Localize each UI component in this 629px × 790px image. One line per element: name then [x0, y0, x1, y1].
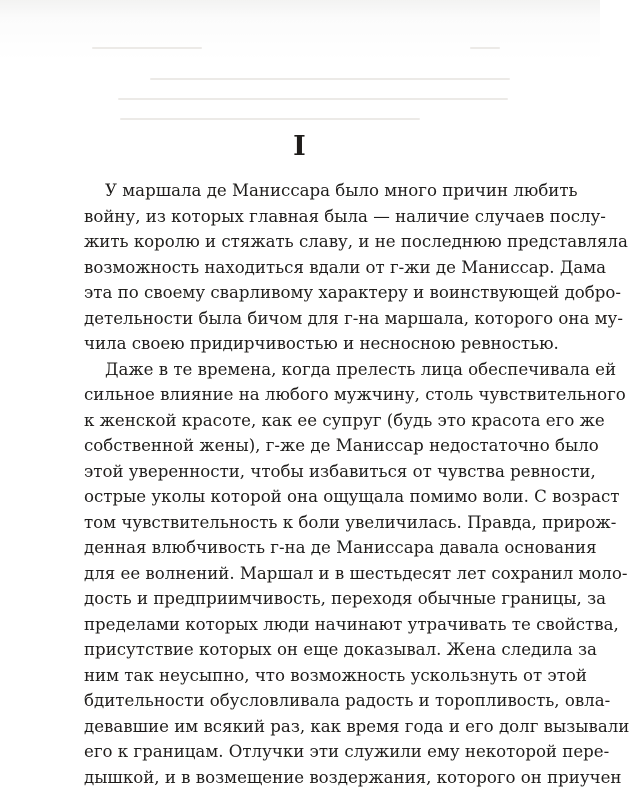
text-line: войну, из которых главная была — наличие случаев послу-	[84, 204, 516, 230]
text-line: к женской красоте, как ее супруг (будь это красота его же	[84, 408, 516, 434]
text-line: детельности была бичом для г-на маршала, которого она му-	[84, 306, 516, 332]
text-line: эта по своему сварливому характеру и воинствующей добро-	[84, 280, 516, 306]
text-line: возможность находиться вдали от г-жи де Маниссар. Дама	[84, 255, 516, 281]
text-line: острые уколы которой она ощущала помимо воли. С возраст	[84, 484, 516, 510]
text-line: девавшие им всякий раз, как время года и его долг вызывали	[84, 714, 516, 740]
text-line: бдительности обусловливала радость и торопливость, овла-	[84, 688, 516, 714]
text-line: Даже в те времена, когда прелесть лица обеспечивала ей	[84, 357, 516, 383]
text-line: его к границам. Отлучки эти служили ему некоторой пере-	[84, 739, 516, 765]
text-line: У маршала де Маниссара было много причин любить	[84, 178, 516, 204]
text-line: дышкой, и в возмещение воздержания, которого он приучен	[84, 765, 516, 790]
text-line: присутствие которых он еще доказывал. Жена следила за	[84, 637, 516, 663]
text-line: жить королю и стяжать славу, и не последнюю представляла	[84, 229, 516, 255]
text-line: собственной жены), г-же де Маниссар недостаточно было	[84, 433, 516, 459]
bleed-through-mark	[92, 47, 202, 49]
chapter-number: I	[0, 132, 600, 162]
bleed-through-mark	[120, 118, 420, 120]
text-line: том чувствительность к боли увеличилась. Правда, прирож-	[84, 510, 516, 536]
text-line: денная влюбчивость г-на де Маниссара давала основания	[84, 535, 516, 561]
text-line: этой уверенности, чтобы избавиться от чувства ревности,	[84, 459, 516, 485]
text-line: для ее волнений. Маршал и в шестьдесят лет сохранил моло-	[84, 561, 516, 587]
text-line: сильное влияние на любого мужчину, столь чувствительного	[84, 382, 516, 408]
text-line: ним так неусыпно, что возможность ускользнуть от этой	[84, 663, 516, 689]
text-line: пределами которых люди начинают утрачивать те свойства,	[84, 612, 516, 638]
text-line: дость и предприимчивость, переходя обычные границы, за	[84, 586, 516, 612]
bleed-through-mark	[118, 98, 508, 100]
text-line: чила своею придирчивостью и несносною ревностью.	[84, 331, 516, 357]
bleed-through-mark	[150, 78, 510, 80]
bleed-through-mark	[470, 47, 500, 49]
